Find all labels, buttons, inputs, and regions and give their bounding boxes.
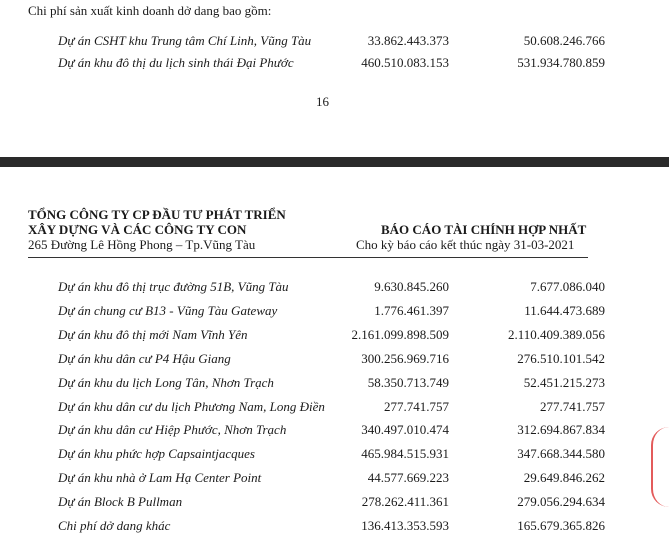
page-divider [0,157,669,167]
table-cell-current: 136.413.353.593 [361,518,449,533]
table-cell-current: 300.256.969.716 [361,351,449,366]
table-cell-current: 465.984.515.931 [361,446,449,461]
table-row-label: Dự án khu đô thị trục đường 51B, Vũng Tàu [58,279,289,294]
table-cell-prior: 50.608.246.766 [523,33,605,48]
table-row-label: Chi phí dở dang khác [58,518,171,533]
table-cell-prior: 312.694.867.834 [517,422,605,437]
table-cell-prior: 52.451.215.273 [523,375,605,390]
page-number: 16 [316,94,329,109]
table-cell-prior: 11.644.473.689 [524,303,605,318]
table-row-label: Dự án khu nhà ở Lam Hạ Center Point [58,470,262,485]
table-cell-current: 58.350.713.749 [367,375,449,390]
table-row-label: Dự án khu đô thị du lịch sinh thái Đại Phước [58,55,294,70]
table-row-label: Dự án khu du lịch Long Tân, Nhơn Trạch [58,375,274,390]
company-name-line1: TỔNG CÔNG TY CP ĐẦU TƯ PHÁT TRIỂN [28,207,286,222]
table-cell-current: 278.262.411.361 [361,494,449,509]
table-row-label: Dự án khu dân cư Hiệp Phước, Nhơn Trạch [58,422,287,437]
table-row-label: Dự án khu phức hợp Capsaintjacques [58,446,255,461]
table-cell-prior: 165.679.365.826 [517,518,605,533]
section-heading: Chi phí sản xuất kinh doanh dở dang bao gồm: [28,3,272,18]
table-cell-current: 340.497.010.474 [361,422,449,437]
table-row-label: Dự án chung cư B13 - Vũng Tàu Gateway [58,303,278,318]
report-period: Cho kỳ báo cáo kết thúc ngày 31-03-2021 [356,237,575,252]
red-stamp [651,427,669,507]
table-cell-current: 277.741.757 [384,399,449,414]
table-cell-prior: 7.677.086.040 [530,279,605,294]
table-cell-prior: 279.056.294.634 [517,494,605,509]
table-cell-current: 460.510.083.153 [361,55,449,70]
table-cell-current: 1.776.461.397 [374,303,449,318]
table-cell-current: 2.161.099.898.509 [351,327,449,342]
table-row-label: Dự án CSHT khu Trung tâm Chí Linh, Vũng Tàu [58,33,312,48]
table-cell-prior: 2.110.409.389.056 [507,327,605,342]
table-cell-current: 9.630.845.260 [374,279,449,294]
table-cell-prior: 531.934.780.859 [517,55,605,70]
table-cell-prior: 277.741.757 [540,399,605,414]
table-row-label: Dự án khu đô thị mới Nam Vĩnh Yên [58,327,248,342]
table-row-label: Dự án khu dân cư P4 Hậu Giang [58,351,231,366]
table-cell-current: 33.862.443.373 [367,33,449,48]
previous-page-fragment [0,0,669,157]
table-row-label: Dự án khu dân cư du lịch Phương Nam, Long Điền [58,399,325,414]
table-cell-prior: 29.649.846.262 [523,470,605,485]
company-name-line2: XÂY DỰNG VÀ CÁC CÔNG TY CON [28,222,247,237]
table-row-label: Dự án Block B Pullman [58,494,183,509]
table-cell-prior: 276.510.101.542 [517,351,605,366]
table-cell-prior: 347.668.344.580 [517,446,605,461]
company-address: 265 Đường Lê Hồng Phong – Tp.Vũng Tàu [28,237,256,252]
report-title: BÁO CÁO TÀI CHÍNH HỢP NHẤT [381,222,587,237]
table-cell-current: 44.577.669.223 [367,470,449,485]
header-rule [28,257,588,258]
